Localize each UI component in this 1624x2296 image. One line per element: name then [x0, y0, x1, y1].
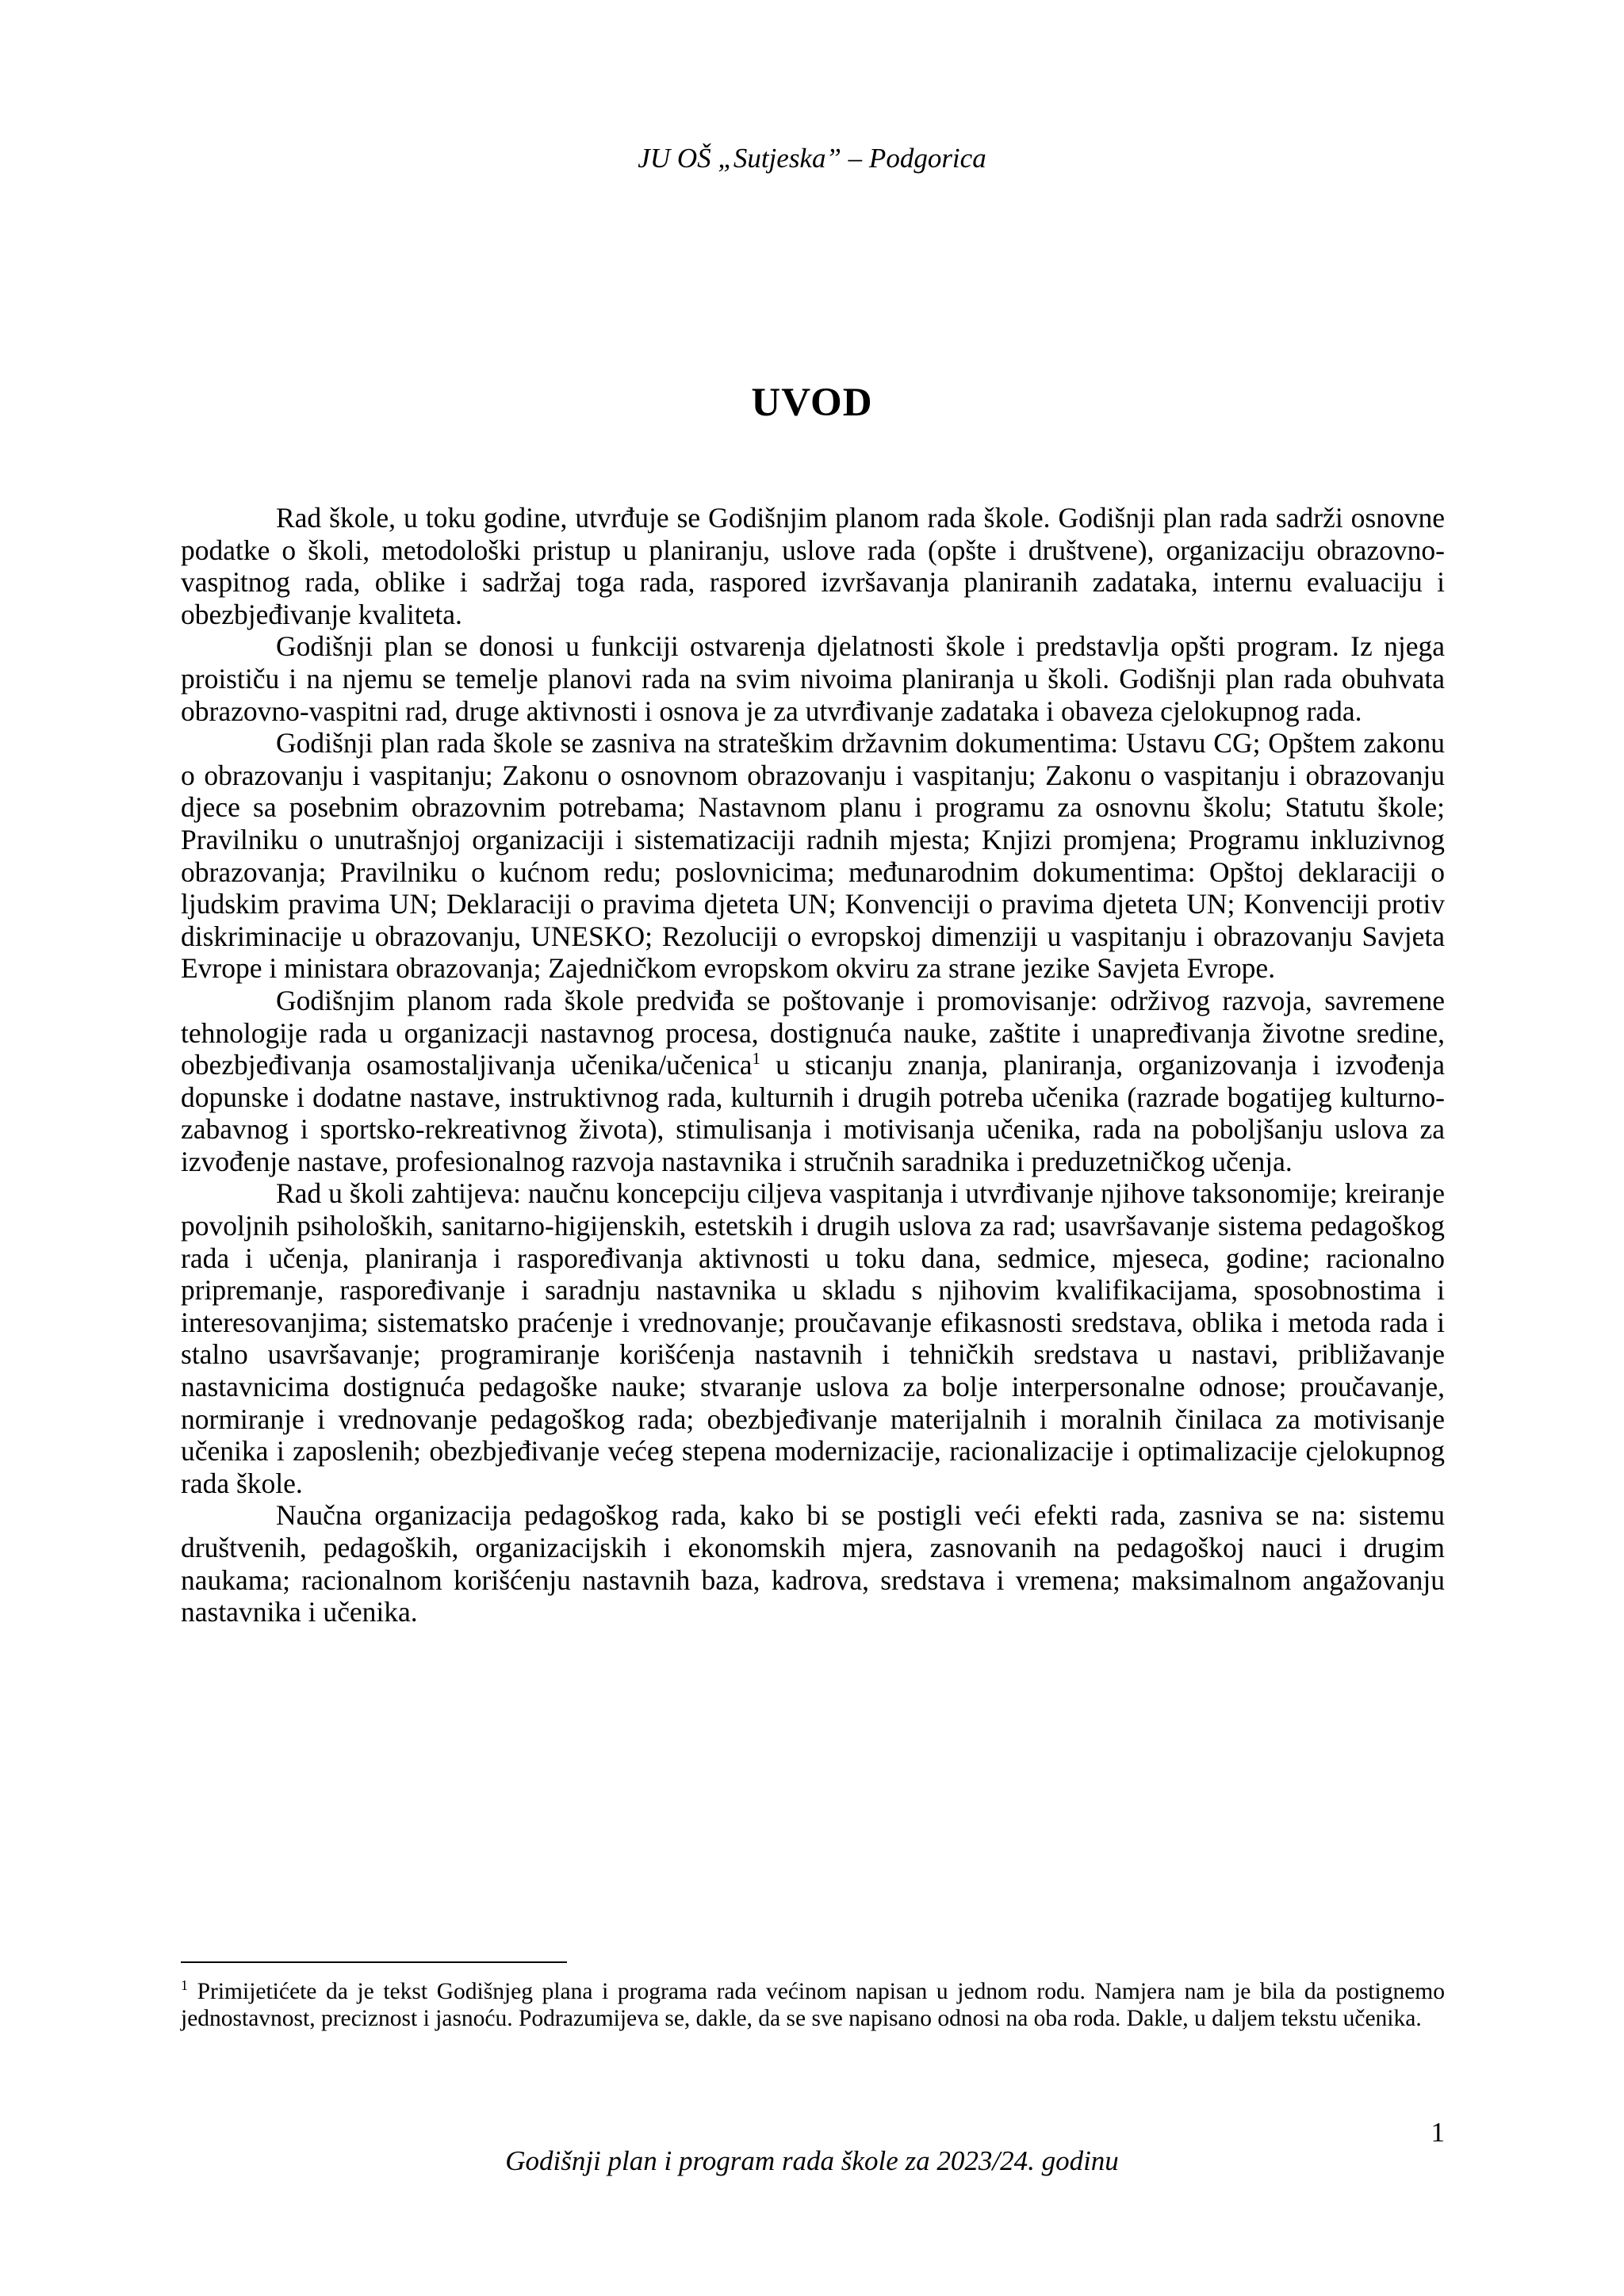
running-header: JU OŠ „Sutjeska” – Podgorica: [638, 143, 986, 174]
paragraph-5: Rad u školi zahtijeva: naučnu koncepciju ciljeva vaspitanja i utvrđivanje njihove taksonomije; kreiranje povoljnih psiholoških, sanitarno-higijenskih, estetskih i drugih uslova za rad; usavršavanje sistema pedagoškog rada i učenja, planiranja i raspoređivanja aktivnosti u toku dana, sedmice, mjeseca, godine; racionalno pripremanje, raspoređivanje i saradnju nastavnika u skladu s njihovim kvalifikacijama, sposobnostima i interesovanjima; sistematsko praćenje i vrednovanje; proučavanje efikasnosti sredstava, oblika i metoda rada i stalno usavršavanje; programiranje korišćenja nastavnih i tehničkih sredstava u nastavi, približavanje nastavnicima dostignuća pedagoške nauke; stvaranje uslova za bolje interpersonalne odnose; proučavanje, normiranje i vrednovanje pedagoškog rada; obezbjeđivanje materijalnih i moralnih činilaca za motivisanje učenika i zaposlenih; obezbjeđivanje većeg stepena modernizacije, racionalizacije i optimalizacije cjelokupnog rada škole.: [181, 1177, 1445, 1499]
page-title: UVOD: [751, 381, 873, 425]
footnote-marker: 1: [181, 1977, 188, 1994]
paragraph-4-text-after-ref: u sticanju znanja, planiranja, organizovanja i izvođenja dopunske i dodatne nastave, instruktivnog rada, kulturnih i drugih potreba učenika (razrade bogatijeg kulturno-zabavnog i sportsko-rekreativnog života), stimulisanja i motivisanja učenika, rada na poboljšanju uslova za izvođenje nastave, profesionalnog razvoja nastavnika i stručnih saradnika i preduzetničkog učenja.: [181, 1049, 1446, 1177]
footnote-separator: [181, 1961, 567, 1963]
footnote-reference[interactable]: 1: [752, 1049, 760, 1069]
page-number: 1: [1431, 2117, 1445, 2148]
running-footer: Godišnji plan i program rada škole za 2023/24. godinu: [505, 2145, 1119, 2176]
paragraph-3: Godišnji plan rada škole se zasniva na strateškim državnim dokumentima: Ustavu CG; Opštem zakonu o obrazovanju i vaspitanju; Zakonu o osnovnom obrazovanju i vaspitanju; Zakonu o vaspitanju i obrazovanju djece sa posebnim obrazovnim potrebama; Nastavnom planu i programu za osnovnu školu; Statutu škole; Pravilniku o unutrašnjoj organizaciji i sistematizaciji radnih mjesta; Knjizi promjena; Programu inkluzivnog obrazovanja; Pravilniku o kućnom redu; poslovnicima; međunarodnim dokumentima: Opštoj deklaraciji o ljudskim pravima UN; Deklaraciji o pravima djeteta UN; Konvenciji o pravima djeteta UN; Konvenciji protiv diskriminacije u obrazovanju, UNESKO; Rezoluciji o evropskoj dimenziji u vaspitanju i obrazovanju Savjeta Evrope i ministara obrazovanja; Zajedničkom evropskom okviru za strane jezike Savjeta Evrope.: [181, 727, 1445, 985]
paragraph-6: Naučna organizacija pedagoškog rada, kako bi se postigli veći efekti rada, zasniva se na: sistemu društvenih, pedagoških, organizacijskih i ekonomskih mjera, zasnovanih na pedagoškoj nauci i drugim naukama; racionalnom korišćenju nastavnih baza, kadrova, sredstava i vremena; maksimalnom angažovanju nastavnika i učenika.: [181, 1499, 1445, 1628]
footnote: [181, 1978, 1445, 2032]
paragraph-4: [181, 985, 1445, 1178]
body-text: [181, 502, 1445, 1628]
paragraph-2: Godišnji plan se donosi u funkciji ostvarenja djelatnosti škole i predstavlja opšti program. Iz njega proističu i na njemu se temelje planovi rada na svim nivoima planiranja u školi. Godišnji plan rada obuhvata obrazovno-vaspitni rad, druge aktivnosti i osnova je za utvrđivanje zadataka i obaveza cjelokupnog rada.: [181, 630, 1445, 727]
footnote-text: Primijetićete da je tekst Godišnjeg plana i programa rada većinom napisan u jednom rodu. Namjera nam je bila da postignemo jednostavnost, preciznost i jasnoću. Podrazumijeva se, dakle, da se sve napisano odnosi na oba roda. Dakle, u daljem tekstu učenika.: [181, 1979, 1445, 2032]
paragraph-1: Rad škole, u toku godine, utvrđuje se Godišnjim planom rada škole. Godišnji plan rada sadrži osnovne podatke o školi, metodološki pristup u planiranju, uslove rada (opšte i društvene), organizaciju obrazovno-vaspitnog rada, oblike i sadržaj toga rada, raspored izvršavanja planiranih zadataka, internu evaluaciju i obezbjeđivanje kvaliteta.: [181, 502, 1445, 630]
paragraph-4-text-before-ref: Godišnjim planom rada škole predviđa se poštovanje i promovisanje: održivog razvoja, savremene tehnologije rada u organizacji nastavnog procesa, dostignuća nauke, zaštite i unapređivanja životne sredine, obezbjeđivanja osamostaljivanja učenika/učenica: [181, 984, 1445, 1081]
